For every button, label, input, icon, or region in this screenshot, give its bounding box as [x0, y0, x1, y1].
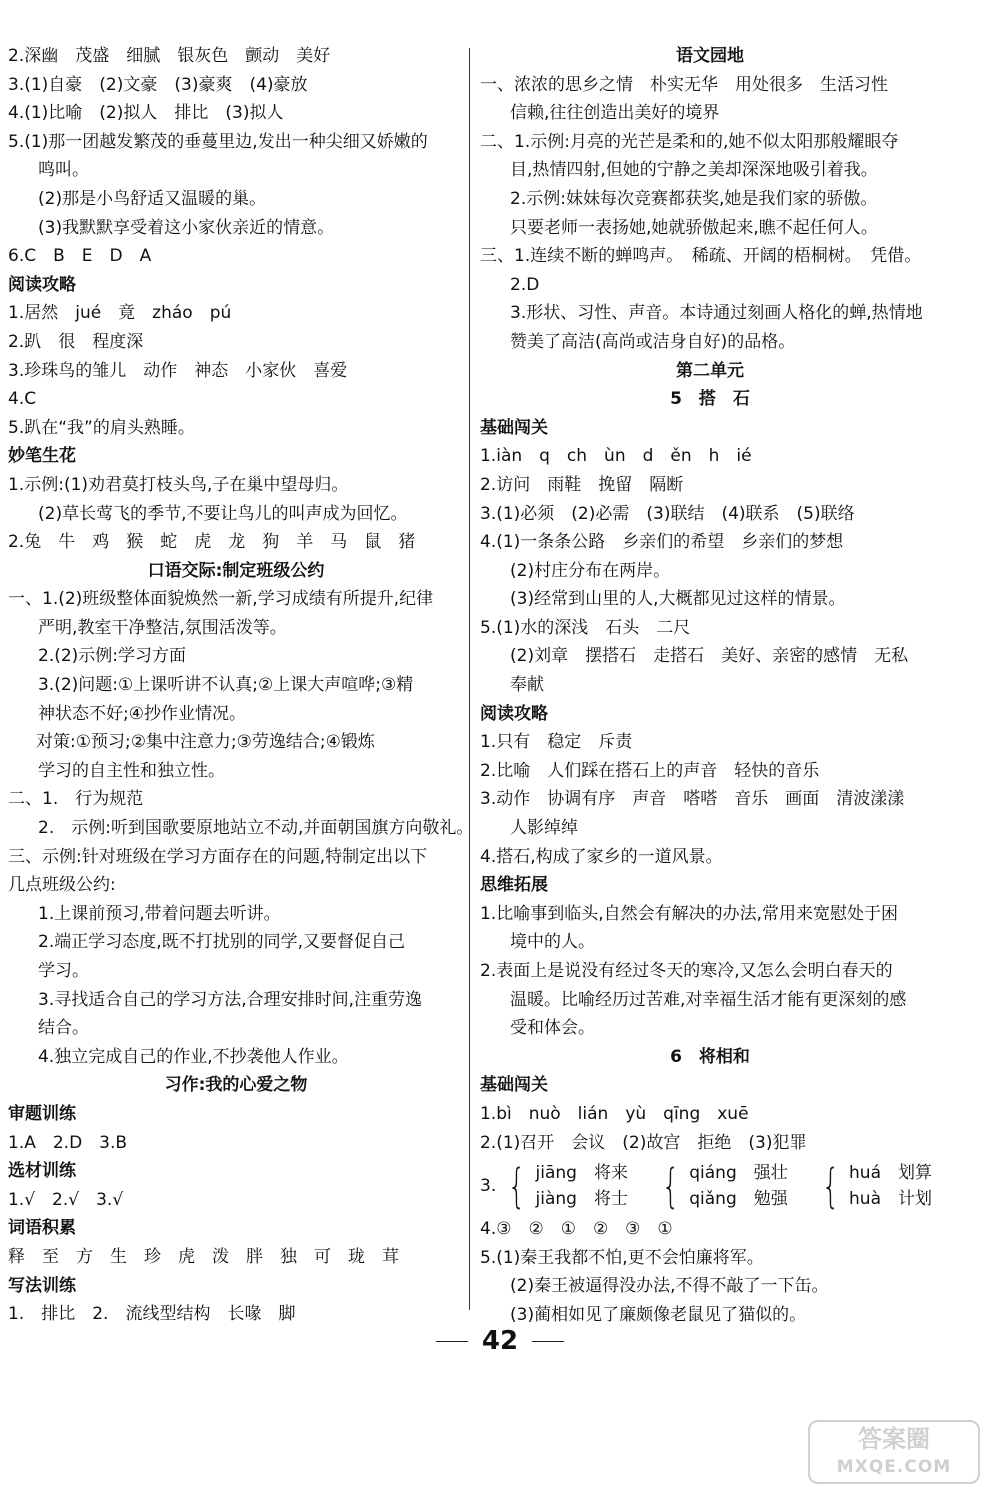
- answer-line: (3)经常到山里的人,大概都见过这样的情景。: [510, 589, 846, 610]
- answer-line: 2.(1)召开 会议 (2)故宫 拒绝 (3)犯罪: [480, 1132, 807, 1153]
- answer-line: 2.深幽 茂盛 细腻 银灰色 颤动 美好: [8, 46, 331, 66]
- answer-line: 目,热情四射,但她的宁静之美却深深地吸引着我。: [510, 160, 878, 181]
- answer-line: 二、1. 行为规范: [8, 789, 144, 810]
- answer-line: 学习的自主性和独立性。: [38, 760, 225, 781]
- answer-line: 奉献: [510, 675, 544, 696]
- answer-line: 对策:①预习;②集中注意力;③劳逸结合;④锻炼: [36, 732, 375, 753]
- answer-line: 释 至 方 生 珍 虎 泼 胖 独 可 珑 茸: [8, 1246, 399, 1267]
- brace-line: qiáng 强壮: [689, 1163, 788, 1184]
- answer-line: 4.搭石,构成了家乡的一道风景。: [480, 846, 723, 867]
- page-number-text: 42: [481, 1326, 519, 1356]
- watermark-logo: [808, 1420, 980, 1484]
- answer-line: 1.√ 2.√ 3.√: [8, 1189, 124, 1210]
- answer-line: 3.(1)必须 (2)必需 (3)联结 (4)联系 (5)联络: [480, 503, 855, 524]
- answer-line: 3.珍珠鸟的雏儿 动作 神态 小家伙 喜爱: [8, 360, 348, 381]
- answer-line: 学习。: [38, 961, 89, 981]
- answer-line: (2)秦王被逼得没办法,不得不敲了一下缶。: [510, 1276, 829, 1297]
- answer-line: 4.(1)一条条公路 乡亲们的希望 乡亲们的梦想: [480, 532, 844, 553]
- section-heading: 审题训练: [8, 1103, 76, 1124]
- answer-line: 2.比喻 人们踩在搭石上的声音 轻快的音乐: [480, 760, 820, 781]
- answer-line: 受和体会。: [510, 1018, 595, 1039]
- answer-line: 5.(1)秦王我都不怕,更不会怕廉将军。: [480, 1247, 764, 1268]
- column-divider: [469, 48, 470, 1310]
- answer-line: 境中的人。: [510, 932, 595, 953]
- left-column: [8, 42, 474, 1329]
- section-heading: 词语积累: [8, 1218, 76, 1239]
- answer-line: 2.示例:妹妹每次竞赛都获奖,她是我们家的骄傲。: [510, 188, 878, 209]
- answer-line: 2.表面上是说没有经过冬天的寒冷,又怎么会明白春天的: [480, 961, 893, 981]
- answer-line: 4.③ ② ① ② ③ ①: [480, 1219, 673, 1240]
- answer-line: 一、浓浓的思乡之情 朴实无华 用处很多 生活习性: [480, 74, 888, 95]
- answer-line: 5.(1)那一团越发繁茂的垂蔓里边,发出一种尖细又娇嫩的: [8, 131, 428, 152]
- section-heading: 口语交际:制定班级公约: [147, 560, 325, 581]
- answer-line: 3.动作 协调有序 声音 嗒嗒 音乐 画面 清波漾漾: [480, 789, 905, 810]
- page-number-dash: [436, 1341, 468, 1342]
- brace-line: qiǎng 勉强: [689, 1189, 788, 1210]
- answer-line: (2)刘章 摆搭石 走搭石 美好、亲密的感情 无私: [510, 646, 909, 667]
- answer-line: 1.上课前预习,带着问题去听讲。: [38, 903, 281, 924]
- answer-line: 1.比喻事到临头,自然会有解决的办法,常用来宽慰处于困: [480, 903, 899, 924]
- brace-item-number: 3.: [480, 1176, 497, 1197]
- answer-line: 4.C: [8, 389, 37, 410]
- section-heading: 第二单元: [676, 360, 744, 381]
- answer-line: 2.D: [510, 274, 540, 295]
- page-number-dash: [532, 1341, 564, 1342]
- answer-line: 3.形状、习性、声音。本诗通过刻画人格化的蝉,热情地: [510, 303, 923, 324]
- answer-line: 三、1.连续不断的蝉鸣声。 稀疏、开阔的梧桐树。 凭借。: [480, 246, 922, 267]
- section-heading: 阅读攻略: [480, 703, 548, 724]
- answer-line: 1.iàn q ch ùn d ěn h ié: [480, 446, 752, 467]
- answer-line: 3.(1)自豪 (2)文豪 (3)豪爽 (4)豪放: [8, 74, 308, 95]
- section-heading: 习作:我的心爱之物: [164, 1075, 308, 1096]
- answer-line: (2)村庄分布在两岸。: [510, 560, 671, 581]
- answer-line: 信赖,往往创造出美好的境界: [510, 103, 720, 124]
- section-heading: 选材训练: [8, 1161, 76, 1182]
- answer-line: 赞美了高洁(高尚或洁身自好)的品格。: [510, 331, 796, 352]
- answer-line: 1.bì nuò lián yù qīng xuē: [480, 1103, 749, 1124]
- answer-line: 6.C B E D A: [8, 246, 152, 267]
- answer-line: 2.兔 牛 鸡 猴 蛇 虎 龙 狗 羊 马 鼠 猪: [8, 532, 416, 553]
- answer-line: (2)草长莺飞的季节,不要让鸟儿的叫声成为回忆。: [38, 503, 408, 524]
- answer-line: 三、示例:针对班级在学习方面存在的问题,特制定出以下: [8, 846, 428, 867]
- answer-line: 只要老师一表扬她,她就骄傲起来,瞧不起任何人。: [510, 217, 878, 238]
- pronunciation-brace-item: [480, 1157, 940, 1215]
- answer-line: 1.只有 稳定 斥责: [480, 732, 633, 753]
- section-heading: 基础闯关: [480, 1075, 548, 1096]
- section-heading: 6 将相和: [670, 1046, 750, 1067]
- answer-line: 1.居然 jué 竟 zháo pú: [8, 303, 232, 324]
- brace-line: huá 划算: [849, 1163, 932, 1184]
- right-column-bottom: [480, 1215, 940, 1329]
- answer-line: 2. 示例:听到国歌要原地站立不动,并面朝国旗方向敬礼。: [38, 818, 474, 839]
- brace-symbol: {: [821, 1159, 840, 1214]
- answer-line: 严明,教室干净整洁,氛围活泼等。: [38, 617, 287, 638]
- answer-line: 二、1.示例:月亮的光芒是柔和的,她不似太阳那般耀眼夺: [480, 131, 899, 152]
- brace-group-2: [656, 1160, 788, 1212]
- answer-line: 4.(1)比喻 (2)拟人 排比 (3)拟人: [8, 103, 284, 124]
- page-number: [0, 1326, 1000, 1356]
- answer-line: 3.寻找适合自己的学习方法,合理安排时间,注重劳逸: [38, 989, 423, 1010]
- answer-line: (2)那是小鸟舒适又温暖的巢。: [38, 188, 267, 209]
- answer-line: 鸣叫。: [38, 160, 89, 181]
- brace-line: huà 计划: [849, 1189, 932, 1210]
- brace-symbol: {: [508, 1159, 526, 1214]
- answer-line: (3)我默默享受着这小家伙亲近的情意。: [38, 217, 335, 238]
- right-column-top: [480, 42, 940, 1157]
- answer-line: 2.趴 很 程度深: [8, 331, 144, 352]
- section-heading: 基础闯关: [480, 417, 548, 438]
- section-heading: 妙笔生花: [8, 446, 76, 467]
- answer-line: 人影绰绰: [510, 818, 578, 839]
- brace-line: jiāng 将来: [535, 1163, 628, 1184]
- answer-line: 几点班级公约:: [8, 875, 116, 896]
- answer-line: 4.独立完成自己的作业,不抄袭他人作业。: [38, 1046, 349, 1067]
- answer-line: 一、1.(2)班级整体面貌焕然一新,学习成绩有所提升,纪律: [8, 589, 434, 610]
- right-column: [480, 42, 940, 1330]
- answer-line: 3.(2)问题:①上课听讲不认真;②上课大声喧哗;③精: [38, 675, 414, 696]
- answer-line: 1.A 2.D 3.B: [8, 1132, 128, 1153]
- watermark-url: MXQE.COM: [836, 1457, 952, 1477]
- answer-line: 神状态不好;④抄作业情况。: [38, 703, 246, 724]
- section-heading: 思维拓展: [480, 875, 548, 896]
- answer-line: 2.(2)示例:学习方面: [38, 646, 187, 667]
- answer-line: 5.趴在“我”的肩头熟睡。: [8, 417, 195, 438]
- answer-line: 1.示例:(1)劝君莫打枝头鸟,子在巢中望母归。: [8, 474, 349, 495]
- watermark-title: 答案圈: [858, 1425, 930, 1453]
- section-heading: 语文园地: [676, 46, 744, 66]
- answer-line: 结合。: [38, 1018, 89, 1039]
- answer-line: (3)蔺相如见了廉颇像老鼠见了猫似的。: [510, 1304, 807, 1325]
- section-heading: 阅读攻略: [8, 274, 76, 295]
- section-heading: 5 搭 石: [670, 389, 750, 410]
- answer-line: 温暖。比喻经历过苦难,对幸福生活才能有更深刻的感: [510, 989, 907, 1010]
- answer-line: 2.端正学习态度,既不打扰别的同学,又要督促自己: [38, 932, 406, 953]
- brace-symbol: {: [661, 1159, 680, 1214]
- section-heading: 写法训练: [8, 1275, 76, 1296]
- brace-group-3: [816, 1160, 932, 1212]
- brace-line: jiàng 将士: [535, 1189, 628, 1210]
- answer-line: 5.(1)水的深浅 石头 二尺: [480, 617, 691, 638]
- answer-line: 1. 排比 2. 流线型结构 长喙 脚: [8, 1304, 296, 1325]
- brace-group-1: [502, 1160, 628, 1212]
- answer-line: 2.访问 雨鞋 挽留 隔断: [480, 474, 684, 495]
